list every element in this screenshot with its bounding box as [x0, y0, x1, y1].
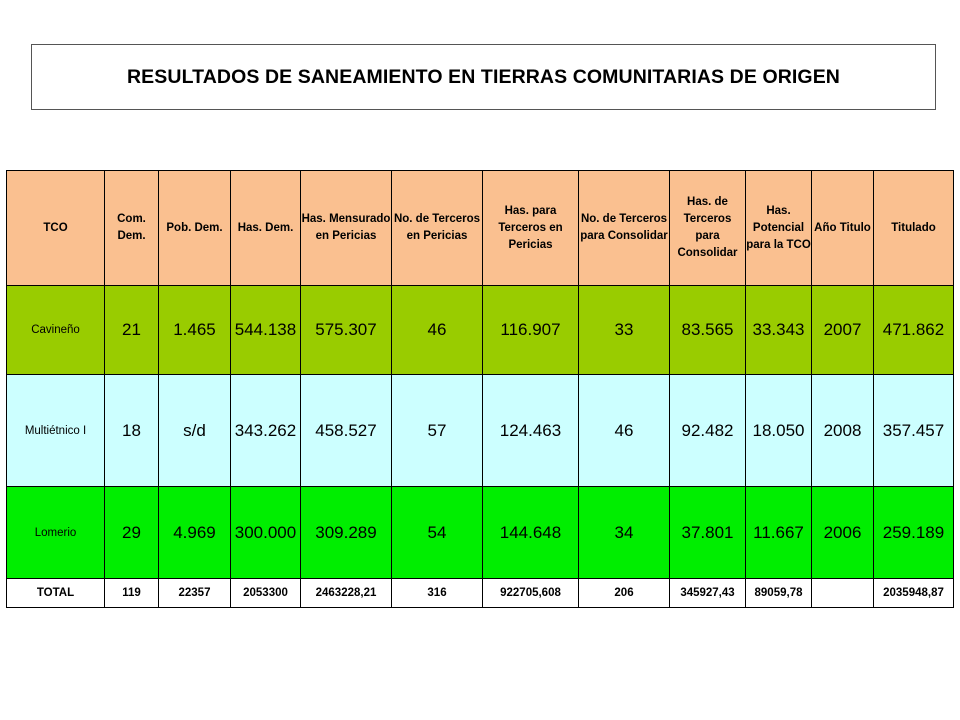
table-row	[7, 487, 954, 579]
header-titulado: Titulado	[874, 171, 954, 286]
cell-pob-dem: 4.969	[159, 487, 231, 579]
cell-no-consolidar: 34	[579, 487, 670, 579]
total-has-terceros: 922705,608	[483, 579, 579, 608]
cell-anio-titulo: 2007	[812, 286, 874, 375]
header-pob-dem: Pob. Dem.	[159, 171, 231, 286]
header-no-terceros-pericias: No. de Terceros en Pericias	[392, 171, 483, 286]
cell-tco: Multiétnico I	[7, 375, 105, 487]
header-no-terceros-consolidar: No. de Terceros para Consolidar	[579, 171, 670, 286]
total-has-mensurado: 2463228,21	[301, 579, 392, 608]
total-titulado: 2035948,87	[874, 579, 954, 608]
cell-has-mensurado: 309.289	[301, 487, 392, 579]
cell-no-consolidar: 33	[579, 286, 670, 375]
cell-anio-titulo: 2006	[812, 487, 874, 579]
total-has-dem: 2053300	[231, 579, 301, 608]
total-pob-dem: 22357	[159, 579, 231, 608]
cell-has-terceros: 116.907	[483, 286, 579, 375]
header-row	[7, 171, 954, 286]
total-label: TOTAL	[7, 579, 105, 608]
header-tco: TCO	[7, 171, 105, 286]
table-row	[7, 286, 954, 375]
table-row	[7, 375, 954, 487]
cell-has-mensurado: 575.307	[301, 286, 392, 375]
total-has-consolidar: 345927,43	[670, 579, 746, 608]
cell-has-potencial: 33.343	[746, 286, 812, 375]
cell-has-dem: 544.138	[231, 286, 301, 375]
page-title: RESULTADOS DE SANEAMIENTO EN TIERRAS COMUNITARIAS DE ORIGEN	[127, 65, 840, 88]
total-no-terceros: 316	[392, 579, 483, 608]
header-has-terceros-pericias: Has. para Terceros en Pericias	[483, 171, 579, 286]
cell-tco: Lomerio	[7, 487, 105, 579]
total-row	[7, 579, 954, 608]
cell-has-terceros: 124.463	[483, 375, 579, 487]
cell-titulado: 471.862	[874, 286, 954, 375]
header-has-dem: Has. Dem.	[231, 171, 301, 286]
cell-com-dem: 29	[105, 487, 159, 579]
cell-has-dem: 300.000	[231, 487, 301, 579]
cell-titulado: 259.189	[874, 487, 954, 579]
header-anio-titulo: Año Titulo	[812, 171, 874, 286]
cell-has-dem: 343.262	[231, 375, 301, 487]
total-anio-titulo	[812, 579, 874, 608]
header-has-mensurado: Has. Mensurado en Pericias	[301, 171, 392, 286]
header-has-terceros-consolidar: Has. de Terceros para Consolidar	[670, 171, 746, 286]
cell-no-terceros: 46	[392, 286, 483, 375]
cell-has-consolidar: 37.801	[670, 487, 746, 579]
cell-titulado: 357.457	[874, 375, 954, 487]
cell-anio-titulo: 2008	[812, 375, 874, 487]
cell-has-consolidar: 83.565	[670, 286, 746, 375]
cell-has-consolidar: 92.482	[670, 375, 746, 487]
cell-pob-dem: 1.465	[159, 286, 231, 375]
header-has-potencial: Has. Potencial para la TCO	[746, 171, 812, 286]
cell-has-mensurado: 458.527	[301, 375, 392, 487]
cell-pob-dem: s/d	[159, 375, 231, 487]
cell-tco: Cavineño	[7, 286, 105, 375]
total-no-consolidar: 206	[579, 579, 670, 608]
cell-com-dem: 21	[105, 286, 159, 375]
cell-has-terceros: 144.648	[483, 487, 579, 579]
cell-no-terceros: 54	[392, 487, 483, 579]
total-has-potencial: 89059,78	[746, 579, 812, 608]
cell-com-dem: 18	[105, 375, 159, 487]
cell-no-consolidar: 46	[579, 375, 670, 487]
title-box	[31, 44, 936, 110]
cell-has-potencial: 18.050	[746, 375, 812, 487]
cell-has-potencial: 11.667	[746, 487, 812, 579]
header-com-dem: Com. Dem.	[105, 171, 159, 286]
results-table	[6, 170, 954, 608]
total-com-dem: 119	[105, 579, 159, 608]
cell-no-terceros: 57	[392, 375, 483, 487]
